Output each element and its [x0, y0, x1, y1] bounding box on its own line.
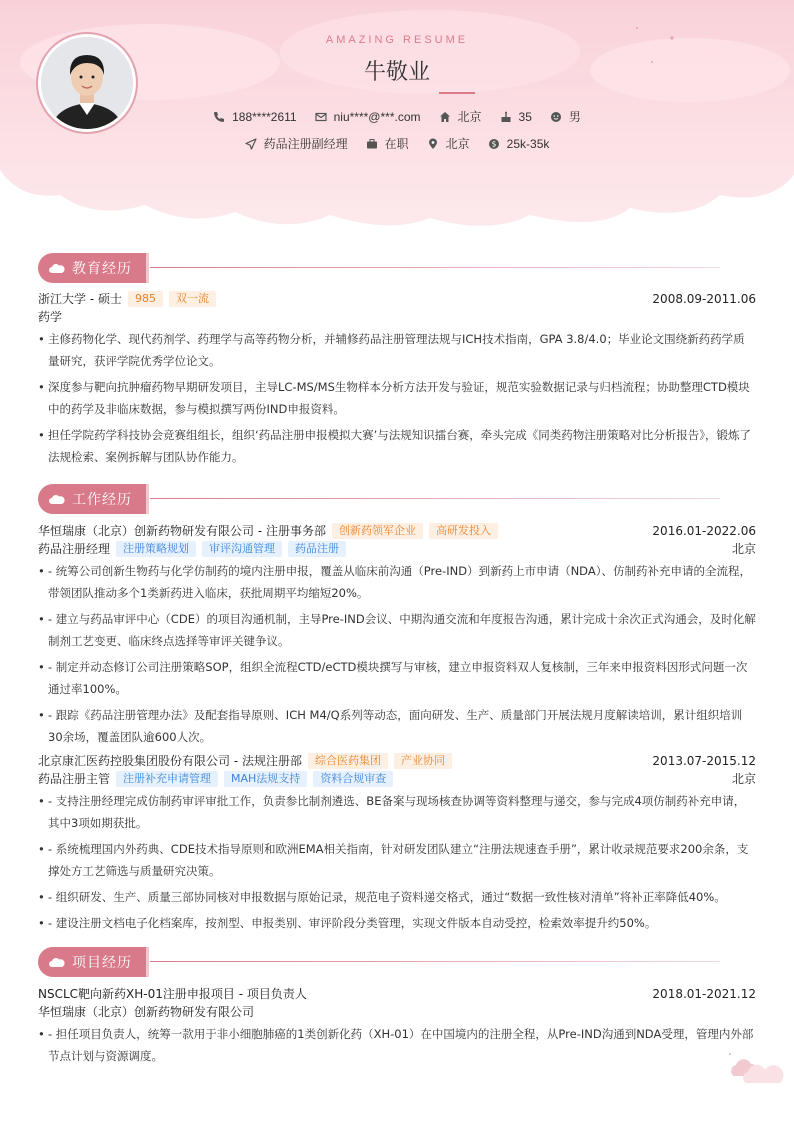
- section-divider: [150, 267, 720, 268]
- company-tag: 综合医药集团: [308, 753, 388, 769]
- section-divider: [150, 961, 720, 962]
- briefcase-icon: [366, 138, 378, 150]
- target-position-info: [245, 135, 348, 152]
- project-company: 华恒瑞康（北京）创新药物研发有限公司: [38, 1005, 255, 1019]
- work-section: [38, 484, 756, 938]
- company-tag: 创新药领军企业: [332, 523, 423, 539]
- role-tag: 审评沟通管理: [202, 541, 282, 557]
- gender-info: [550, 108, 581, 125]
- work-section-title: [38, 484, 756, 514]
- job-entry: [38, 752, 756, 934]
- job-role: 药品注册主管: [38, 772, 111, 786]
- mail-icon: [315, 111, 327, 123]
- section-title-pill: [38, 484, 146, 514]
- age-info: [500, 108, 532, 125]
- job-city: 北京: [731, 772, 756, 786]
- school-tag: 985: [128, 291, 163, 307]
- list-item: • - 担任项目负责人，统筹一款用于非小细胞肺癌的1类创新化药（XH-01）在中国境内的注册全程，从Pre-IND沟通到NDA受理，管理内外部节点计划与资源调度。: [38, 1023, 756, 1067]
- resume-header: [0, 0, 794, 232]
- project-section-title: [38, 947, 756, 977]
- list-item: • 深度参与靶向抗肿瘤药物早期研发项目，主导LC-MS/MS生物样本分析方法开发与验证，规范实验数据记录与归档流程；协助整理CTD模块中的药学及非临床数据，参与模拟撰写两份IND申报资料。: [38, 376, 756, 420]
- section-title-pill: [38, 947, 146, 977]
- cloud-icon: [49, 957, 65, 967]
- job-bullets: [38, 790, 756, 934]
- role-tag: 资料合规审查: [313, 771, 393, 787]
- name-underline: [439, 92, 475, 94]
- education-section-title: [38, 253, 756, 283]
- svg-text:$: $: [491, 139, 497, 149]
- job-header: [38, 752, 756, 770]
- project-section: [38, 947, 756, 1071]
- project-period: 2018.01-2021.12: [652, 987, 756, 1001]
- education-entry-header: [38, 290, 756, 308]
- job-status-text: 在职: [384, 137, 409, 151]
- job-city: 北京: [731, 542, 756, 556]
- hometown-text: 北京: [457, 110, 482, 124]
- send-icon: [245, 138, 257, 150]
- target-city-text: 北京: [445, 137, 470, 151]
- list-item: • - 建立与药品审评中心（CDE）的项目沟通机制，主导Pre-IND会议、中期沟通交流和年度报告沟通，累计完成十余次正式沟通会，及时化解制剂工艺变更、临床终点选择等审评关键争议。: [38, 608, 756, 652]
- list-item: • - 建设注册文档电子化档案库，按剂型、申报类别、审评阶段分类管理，实现文件版本自动受控，检索效率提升约50%。: [38, 912, 756, 934]
- list-item: • 主修药物化学、现代药剂学、药理学与高等药物分析，并辅修药品注册管理法规与ICH技术指南，GPA 3.8/4.0；毕业论文围绕新药药学质量研究，获评学院优秀学位论文。: [38, 328, 756, 372]
- education-section: [38, 253, 756, 472]
- job-period: 2013.07-2015.12: [652, 754, 756, 768]
- school-name: 浙江大学 - 硕士: [38, 292, 122, 306]
- job-bullets: [38, 560, 756, 748]
- phone-icon: [213, 111, 225, 123]
- cloud-icon: [49, 494, 65, 504]
- project-name: NSCLC靶向新药XH-01注册申报项目 - 项目负责人: [38, 987, 307, 1001]
- list-item: • - 跟踪《药品注册管理办法》及配套指导原则、ICH M4/Q系列等动态，面向研发、生产、质量部门开展法规月度解读培训，累计组织培训30余场，覆盖团队逾600人次。: [38, 704, 756, 748]
- job-header: [38, 522, 756, 540]
- education-bullets: [38, 328, 756, 468]
- cloud-icon: [49, 263, 65, 273]
- gender-text: 男: [568, 110, 581, 124]
- section-divider: [150, 498, 720, 499]
- major: 药学: [38, 310, 63, 324]
- candidate-name: 牛敬业: [363, 60, 430, 85]
- job-intent-row: [0, 135, 794, 152]
- list-item: • 担任学院药学科技协会竞赛组组长，组织‘药品注册申报模拟大赛’与法规知识擂台赛，牵头完成《同类药物注册策略对比分析报告》，锻炼了法规检索、案例拆解与团队协作能力。: [38, 424, 756, 468]
- salary-text: 25k-35k: [506, 136, 550, 151]
- home-icon: [439, 111, 451, 123]
- list-item: • - 支持注册经理完成仿制药审评审批工作，负责参比制剂遴选、BE备案与现场核查协调等资料整理与递交，参与完成4项仿制药补充申请，其中3项如期获批。: [38, 790, 756, 834]
- company-tag: 产业协同: [394, 753, 452, 769]
- project-bullets: [38, 1023, 756, 1067]
- company-name: 北京康汇医药控股集团股份有限公司 - 法规注册部: [38, 754, 302, 768]
- phone-text: 188****2611: [232, 109, 297, 124]
- job-period: 2016.01-2022.06: [652, 524, 756, 538]
- role-tag: 注册补充申请管理: [116, 771, 218, 787]
- job-entry: [38, 522, 756, 748]
- age-text: 35: [518, 109, 532, 124]
- role-tag: 注册策略规划: [116, 541, 196, 557]
- section-title-text: 工作经历: [72, 492, 132, 508]
- section-title-pill: [38, 253, 146, 283]
- school-tag: 双一流: [169, 291, 216, 307]
- company-tag: 高研发投入: [429, 523, 498, 539]
- location-pin-icon: [427, 138, 439, 150]
- job-role-row: [38, 540, 756, 558]
- education-period: 2008.09-2011.06: [652, 292, 756, 306]
- job-role: 药品注册经理: [38, 542, 111, 556]
- company-name: 华恒瑞康（北京）创新药物研发有限公司 - 注册事务部: [38, 524, 326, 538]
- cake-icon: [500, 111, 512, 123]
- section-title-text: 项目经历: [72, 955, 132, 971]
- decorative-cloud-icon: [726, 1052, 786, 1086]
- hometown-info: [439, 108, 482, 125]
- list-item: • - 系统梳理国内外药典、CDE技术指导原则和欧洲EMA相关指南，针对研发团队建立“注册法规速查手册”，累计收录规范要求200余条，支撑处方工艺筛选与质量研究决策。: [38, 838, 756, 882]
- header-tagline: AMAZING RESUME: [325, 34, 469, 46]
- email-info: [315, 108, 421, 125]
- section-title-text: 教育经历: [72, 261, 132, 277]
- list-item: • - 统筹公司创新生物药与化学仿制药的境内注册申报，覆盖从临床前沟通（Pre-IND）到新药上市申请（NDA）、仿制药补充申请的全流程，带领团队推动多个1类新药进入临床，获批周期平均缩短20%。: [38, 560, 756, 604]
- face-icon: [550, 111, 562, 123]
- list-item: • - 组织研发、生产、质量三部协同核对申报数据与原始记录，规范电子资料递交格式，通过“数据一致性核对清单”将补正率降低40%。: [38, 886, 756, 908]
- target-city-info: [427, 135, 470, 152]
- role-tag: 药品注册: [288, 541, 346, 557]
- email-text: niu****@***.com: [333, 109, 421, 124]
- list-item: • - 制定并动态修订公司注册策略SOP，组织全流程CTD/eCTD模块撰写与审核，建立申报资料双人复核制，三年来申报资料因形式问题一次通过率100%。: [38, 656, 756, 700]
- project-header: [38, 985, 756, 1003]
- salary-info: [488, 135, 550, 152]
- contact-info-row: [0, 108, 794, 125]
- money-icon: [488, 138, 500, 150]
- job-status-info: [366, 135, 409, 152]
- job-role-row: [38, 770, 756, 788]
- phone-info: [213, 108, 297, 125]
- target-position-text: 药品注册副经理: [263, 137, 348, 151]
- role-tag: MAH法规支持: [224, 771, 307, 787]
